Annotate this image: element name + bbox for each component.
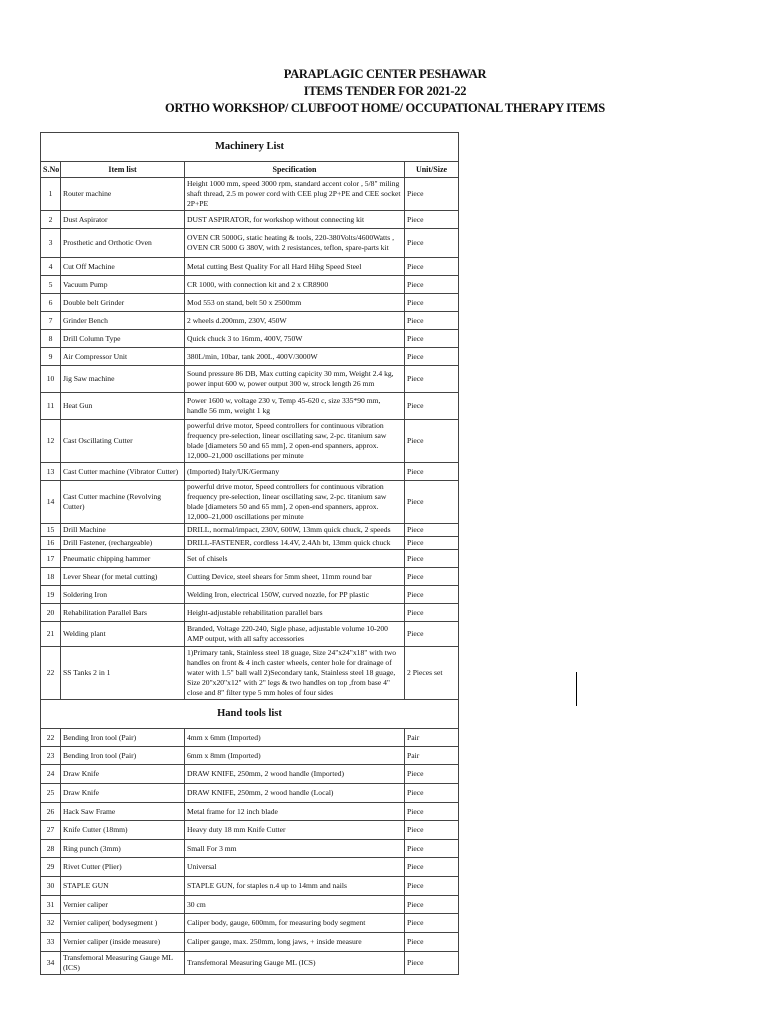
cell-no: 12 xyxy=(41,420,61,463)
cell-no: 8 xyxy=(41,330,61,348)
cell-spec: STAPLE GUN, for staples n.4 up to 14mm and nails xyxy=(185,877,405,896)
cell-no: 19 xyxy=(41,586,61,604)
cell-no: 29 xyxy=(41,858,61,877)
cell-unit: Piece xyxy=(405,933,459,952)
cell-spec: 2 wheels d.200mm, 230V, 450W xyxy=(185,312,405,330)
cell-spec: Power 1600 w, voltage 230 v, Temp 45-620 c, size 335*90 mm, handle 56 mm, weight 1 kg xyxy=(185,393,405,420)
cell-spec: DUST ASPIRATOR, for workshop without connecting kit xyxy=(185,211,405,229)
table-row xyxy=(41,952,459,975)
table-row xyxy=(41,178,459,211)
cell-unit: Piece xyxy=(405,952,459,975)
cell-item: Hack Saw Frame xyxy=(61,803,185,821)
table-row xyxy=(41,524,459,537)
cell-item: Draw Knife xyxy=(61,765,185,784)
cell-unit: Pair xyxy=(405,729,459,747)
cell-unit: Piece xyxy=(405,229,459,258)
cell-item: Air Compressor Unit xyxy=(61,348,185,366)
cell-spec: Metal cutting Best Quality For all Hard Hihg Speed Steel xyxy=(185,258,405,276)
cell-spec: powerful drive motor, Speed controllers for continuous vibration frequency pre-selection, linear oscillating saw, 2-pc. titanium saw blade [diameters 50 and 65 mm], 2 open-end spanners, approx. 12,000–21,000 oscillations per minute xyxy=(185,481,405,524)
cell-spec: Universal xyxy=(185,858,405,877)
cell-spec: Welding Iron, electrical 150W, curved nozzle, for PP plastic xyxy=(185,586,405,604)
cell-no: 21 xyxy=(41,622,61,647)
cell-no: 13 xyxy=(41,463,61,481)
cell-item: Knife Cutter (18mm) xyxy=(61,821,185,840)
cell-unit: Pair xyxy=(405,747,459,765)
cell-spec: Branded, Voltage 220-240, Sigle phase, adjustable volume 10-200 AMP output, with all safty accessories xyxy=(185,622,405,647)
cell-no: 26 xyxy=(41,803,61,821)
cell-no: 25 xyxy=(41,784,61,803)
department-title: ORTHO WORKSHOP/ CLUBFOOT HOME/ OCCUPATIONAL THERAPY ITEMS xyxy=(165,101,605,115)
cell-spec: Height-adjustable rehabilitation parallel bars xyxy=(185,604,405,622)
table-row xyxy=(41,622,459,647)
cell-no: 28 xyxy=(41,840,61,858)
cell-unit: Piece xyxy=(405,765,459,784)
table-row xyxy=(41,568,459,586)
column-header-unit: Unit/Size xyxy=(405,162,459,178)
cell-item: Router machine xyxy=(61,178,185,211)
cell-unit: Piece xyxy=(405,481,459,524)
cell-no: 1 xyxy=(41,178,61,211)
table-row xyxy=(41,840,459,858)
cell-item: Jig Saw machine xyxy=(61,366,185,393)
cell-no: 11 xyxy=(41,393,61,420)
cell-unit: Piece xyxy=(405,877,459,896)
stray-vertical-line xyxy=(576,672,577,706)
cell-no: 32 xyxy=(41,914,61,933)
cell-item: Vernier caliper( bodysegment ) xyxy=(61,914,185,933)
cell-spec: Quick chuck 3 to 16mm, 400V, 750W xyxy=(185,330,405,348)
cell-item: Prosthetic and Orthotic Oven xyxy=(61,229,185,258)
cell-item: Bending Iron tool (Pair) xyxy=(61,729,185,747)
table-row xyxy=(41,330,459,348)
cell-unit: Piece xyxy=(405,312,459,330)
cell-no: 33 xyxy=(41,933,61,952)
cell-spec: powerful drive motor, Speed controllers for continuous vibration frequency pre-selection, linear oscillating saw, 2-pc. titanium saw blade [diameters 50 and 65 mm], 2 open-end spanners, approx. 12,000–21,000 oscillations per minute xyxy=(185,420,405,463)
cell-unit: Piece xyxy=(405,784,459,803)
cell-no: 4 xyxy=(41,258,61,276)
table-row xyxy=(41,896,459,914)
table-row xyxy=(41,586,459,604)
cell-unit: Piece xyxy=(405,393,459,420)
cell-spec: DRILL-FASTENER, cordless 14.4V, 2.4Ah bt, 13mm quick chuck xyxy=(185,537,405,550)
cell-spec: Heavy duty 18 mm Knife Cutter xyxy=(185,821,405,840)
items-table xyxy=(40,132,459,975)
column-header-sno: S.No xyxy=(41,162,61,178)
cell-spec: Caliper body, gauge, 600mm, for measuring body segment xyxy=(185,914,405,933)
cell-unit: Piece xyxy=(405,294,459,312)
cell-unit: Piece xyxy=(405,463,459,481)
cell-no: 14 xyxy=(41,481,61,524)
table-row xyxy=(41,211,459,229)
cell-spec: 1)Primary tank, Stainless steel 18 guage, Size 24"x24"x18" with two handles on front & 4 inch caster wheels, center hole for drainage of water with 1.5" ball wall 2)Secondary tank, Stainless steel 18 guage, Size 20"x20"x12" with 2" legs & two handles on top ,from base 4" close and 8" filter type 5 mm holes of four sides xyxy=(185,647,405,700)
handtools-section-title-row xyxy=(41,700,459,729)
cell-unit: Piece xyxy=(405,348,459,366)
cell-item: Bending Iron tool (Pair) xyxy=(61,747,185,765)
cell-item: Transfemoral Measuring Gauge ML (ICS) xyxy=(61,952,185,975)
cell-unit: Piece xyxy=(405,276,459,294)
cell-unit: Piece xyxy=(405,330,459,348)
cell-unit: Piece xyxy=(405,914,459,933)
table-row xyxy=(41,312,459,330)
cell-spec: DRAW KNIFE, 250mm, 2 wood handle (Imported) xyxy=(185,765,405,784)
cell-unit: Piece xyxy=(405,858,459,877)
column-header-item: Item list xyxy=(61,162,185,178)
table-row xyxy=(41,537,459,550)
machinery-section-title-row xyxy=(41,133,459,162)
cell-item: STAPLE GUN xyxy=(61,877,185,896)
cell-no: 18 xyxy=(41,568,61,586)
cell-item: Drill Fastener, (rechargeable) xyxy=(61,537,185,550)
cell-unit: Piece xyxy=(405,211,459,229)
cell-unit: Piece xyxy=(405,178,459,211)
cell-no: 31 xyxy=(41,896,61,914)
cell-unit: Piece xyxy=(405,803,459,821)
cell-spec: Mod 553 on stand, belt 50 x 2500mm xyxy=(185,294,405,312)
table-row xyxy=(41,393,459,420)
document-header xyxy=(0,66,770,117)
cell-item: Draw Knife xyxy=(61,784,185,803)
cell-item: Rivet Cutter (Plier) xyxy=(61,858,185,877)
cell-unit: Piece xyxy=(405,524,459,537)
cell-spec: DRAW KNIFE, 250mm, 2 wood handle (Local) xyxy=(185,784,405,803)
cell-no: 9 xyxy=(41,348,61,366)
table-row xyxy=(41,729,459,747)
cell-unit: Piece xyxy=(405,537,459,550)
cell-spec: 6mm x 8mm (Imported) xyxy=(185,747,405,765)
cell-unit: Piece xyxy=(405,622,459,647)
cell-unit: Piece xyxy=(405,604,459,622)
cell-item: Welding plant xyxy=(61,622,185,647)
cell-item: Pneumatic chipping hammer xyxy=(61,550,185,568)
cell-item: Cast Cutter machine (Vibrator Cutter) xyxy=(61,463,185,481)
cell-no: 20 xyxy=(41,604,61,622)
cell-unit: Piece xyxy=(405,366,459,393)
cell-no: 34 xyxy=(41,952,61,975)
table-row xyxy=(41,604,459,622)
table-row xyxy=(41,765,459,784)
cell-item: Soldering Iron xyxy=(61,586,185,604)
machinery-section-title: Machinery List xyxy=(41,133,459,162)
cell-no: 27 xyxy=(41,821,61,840)
handtools-section-title: Hand tools list xyxy=(41,700,459,729)
cell-item: Double belt Grinder xyxy=(61,294,185,312)
cell-no: 23 xyxy=(41,747,61,765)
table-row xyxy=(41,348,459,366)
cell-item: Ring punch (3mm) xyxy=(61,840,185,858)
table-row xyxy=(41,463,459,481)
cell-no: 2 xyxy=(41,211,61,229)
cell-spec: OVEN CR 5000G, static heating & tools, 220-380Volts/4600Watts , OVEN CR 5000 G 380V, with 2 resistances, teflon, spare-parts kit xyxy=(185,229,405,258)
cell-spec: Transfemoral Measuring Gauge ML (ICS) xyxy=(185,952,405,975)
cell-spec: (Imported) Italy/UK/Germany xyxy=(185,463,405,481)
tender-sheet xyxy=(40,132,458,975)
table-row xyxy=(41,914,459,933)
cell-unit: Piece xyxy=(405,821,459,840)
table-row xyxy=(41,294,459,312)
cell-spec: Set of chisels xyxy=(185,550,405,568)
cell-no: 7 xyxy=(41,312,61,330)
table-row xyxy=(41,821,459,840)
cell-item: Cast Oscillating Cutter xyxy=(61,420,185,463)
cell-item: SS Tanks 2 in 1 xyxy=(61,647,185,700)
cell-item: Vernier caliper xyxy=(61,896,185,914)
cell-spec: Caliper gauge, max. 250mm, long jaws, + inside measure xyxy=(185,933,405,952)
table-row xyxy=(41,258,459,276)
table-row xyxy=(41,420,459,463)
table-row xyxy=(41,481,459,524)
cell-item: Grinder Bench xyxy=(61,312,185,330)
cell-item: Vacuum Pump xyxy=(61,276,185,294)
cell-item: Drill Machine xyxy=(61,524,185,537)
cell-spec: Cutting Device, steel shears for 5mm sheet, 11mm round bar xyxy=(185,568,405,586)
cell-unit: Piece xyxy=(405,568,459,586)
table-row xyxy=(41,747,459,765)
cell-unit: Piece xyxy=(405,586,459,604)
cell-unit: Piece xyxy=(405,550,459,568)
cell-no: 15 xyxy=(41,524,61,537)
cell-spec: Sound pressure 86 DB, Max cutting capicity 30 mm, Weight 2.4 kg, power input 600 w, power output 300 w, strock length 26 mm xyxy=(185,366,405,393)
cell-spec: Metal frame for 12 inch blade xyxy=(185,803,405,821)
cell-no: 3 xyxy=(41,229,61,258)
table-row xyxy=(41,803,459,821)
cell-no: 16 xyxy=(41,537,61,550)
table-row xyxy=(41,784,459,803)
cell-no: 10 xyxy=(41,366,61,393)
org-title: PARAPLAGIC CENTER PESHAWAR xyxy=(283,67,487,81)
table-row xyxy=(41,550,459,568)
cell-spec: CR 1000, with connection kit and 2 x CR8900 xyxy=(185,276,405,294)
cell-item: Lever Shear (for metal cutting) xyxy=(61,568,185,586)
column-header-row xyxy=(41,162,459,178)
cell-no: 6 xyxy=(41,294,61,312)
cell-unit: Piece xyxy=(405,840,459,858)
cell-spec: 380L/min, 10bar, tank 200L, 400V/3000W xyxy=(185,348,405,366)
cell-no: 24 xyxy=(41,765,61,784)
cell-no: 5 xyxy=(41,276,61,294)
cell-item: Vernier caliper (inside measure) xyxy=(61,933,185,952)
cell-no: 30 xyxy=(41,877,61,896)
cell-spec: 30 cm xyxy=(185,896,405,914)
cell-item: Cut Off Machine xyxy=(61,258,185,276)
cell-spec: 4mm x 6mm (Imported) xyxy=(185,729,405,747)
cell-unit: Piece xyxy=(405,258,459,276)
cell-item: Cast Cutter machine (Revolving Cutter) xyxy=(61,481,185,524)
table-row xyxy=(41,877,459,896)
cell-item: Dust Aspirator xyxy=(61,211,185,229)
table-row xyxy=(41,229,459,258)
cell-no: 22 xyxy=(41,729,61,747)
cell-item: Rehabilitation Parallel Bars xyxy=(61,604,185,622)
cell-unit: Piece xyxy=(405,896,459,914)
column-header-spec: Specification xyxy=(185,162,405,178)
cell-no: 17 xyxy=(41,550,61,568)
cell-spec: Height 1000 mm, speed 3000 rpm, standard accent color , 5/8" miling shaft thread, 2.5 m power cord with CEE plug 2P+PE and CEE socket 2P+PE xyxy=(185,178,405,211)
table-row xyxy=(41,276,459,294)
cell-no: 22 xyxy=(41,647,61,700)
cell-item: Heat Gun xyxy=(61,393,185,420)
table-row xyxy=(41,366,459,393)
table-row xyxy=(41,858,459,877)
table-row xyxy=(41,933,459,952)
cell-unit: 2 Pieces set xyxy=(405,647,459,700)
cell-item: Drill Column Type xyxy=(61,330,185,348)
cell-spec: Small For 3 mm xyxy=(185,840,405,858)
tender-title: ITEMS TENDER FOR 2021-22 xyxy=(303,84,467,98)
cell-unit: Piece xyxy=(405,420,459,463)
table-row xyxy=(41,647,459,700)
cell-spec: DRILL, normal/impact, 230V, 600W, 13mm quick chuck, 2 speeds xyxy=(185,524,405,537)
